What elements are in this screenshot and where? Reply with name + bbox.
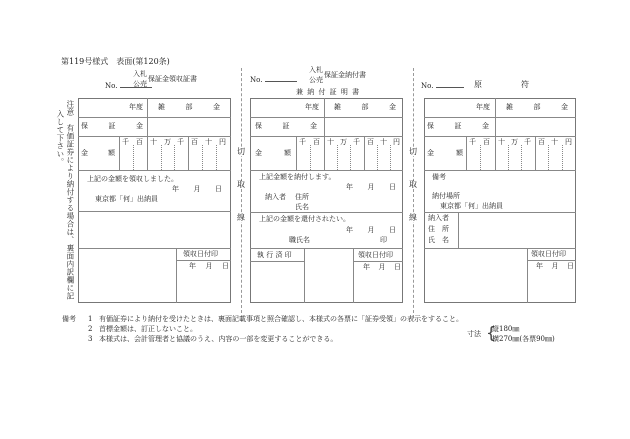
digit-label: 十 — [551, 138, 558, 146]
digit-label: 万 — [340, 138, 347, 146]
digit-label: 百 — [313, 138, 320, 146]
kobai-label: 公売 — [309, 76, 323, 84]
dim-horizontal: 横270㎜(各票90㎜) — [492, 335, 555, 343]
name-label: 氏名 — [295, 203, 309, 211]
footer-label: 備考 — [62, 315, 76, 323]
hoshokin-label: 保 証 金 — [427, 122, 489, 130]
digit-label: 十 — [327, 138, 334, 146]
no-label: No. — [421, 81, 464, 90]
pay-text: 上記金額を納付します。 — [259, 173, 336, 181]
cut-label: 線 — [237, 213, 245, 222]
name-label: 氏 名 — [428, 236, 449, 244]
date-label: 年 月 日 — [536, 262, 574, 270]
side-note-line2: 入して下さい。 — [55, 110, 65, 166]
kingaku-label: 金 額 — [255, 149, 291, 157]
cut-label: 切 — [237, 147, 245, 156]
cut-label: 切 — [409, 147, 417, 156]
slip-title-part2: 符 — [521, 80, 529, 89]
address-label: 住 所 — [428, 225, 449, 233]
nyusatsu-label: 入札 — [133, 70, 147, 78]
hoshokin-label: 保 証 金 — [255, 122, 317, 130]
side-note-line1: 注意 有価証券により納付する場合は、裏面内訳欄に記 — [65, 100, 75, 300]
digit-label: 百 — [136, 138, 143, 146]
slip-title: 保証金領収証書 — [148, 75, 197, 83]
date-label: 年 月 日 — [189, 262, 229, 270]
cut-label: 取 — [409, 180, 417, 189]
digit-label: 千 — [177, 138, 184, 146]
digit-label: 円 — [219, 138, 226, 146]
slip-title-part1: 原 — [474, 80, 482, 89]
no-field — [265, 75, 297, 82]
hoshokin-label: 保 証 金 — [81, 122, 143, 130]
note-num: 3 — [88, 335, 93, 343]
brace-icon: { — [486, 323, 497, 342]
note-text: 首標金額は、訂正しないこと。 — [99, 325, 197, 333]
digit-label: 千 — [469, 138, 476, 146]
address-label: 住所 — [295, 193, 309, 201]
office-label: 東京都「何」出納員 — [95, 195, 158, 203]
no-field — [436, 81, 464, 88]
digit-label: 十 — [498, 138, 505, 146]
nyusatsu-label: 入札 — [309, 66, 323, 74]
digit-label: 千 — [524, 138, 531, 146]
digit-label: 円 — [393, 138, 400, 146]
date-label: 年 月 日 — [346, 226, 396, 234]
no-label: No. — [250, 75, 297, 84]
received-text: 上記の金額を領収しました。 — [87, 175, 178, 183]
cut-line-1 — [241, 68, 242, 313]
nendo-label: 年度 — [129, 103, 143, 111]
receipt-stamp-label: 領収日付印 — [183, 250, 218, 258]
digit-label: 十 — [150, 138, 157, 146]
digit-label: 万 — [164, 138, 171, 146]
zatsubu-label: 雑 部 金 — [158, 103, 220, 111]
nendo-label: 年度 — [476, 103, 490, 111]
form-title: 第119号様式 表面(第120条) — [61, 57, 170, 66]
kingaku-label: 金 額 — [81, 149, 115, 157]
digit-label: 十 — [205, 138, 212, 146]
payer-label: 納入者 — [265, 193, 286, 201]
zatsubu-label: 雑 部 金 — [506, 103, 568, 111]
kingaku-label: 金 額 — [427, 149, 463, 157]
digit-label: 百 — [538, 138, 545, 146]
payment-place-label: 納付場所 — [432, 192, 460, 200]
digit-label: 千 — [299, 138, 306, 146]
cut-line-2 — [413, 68, 414, 318]
date-label: 年 月 日 — [172, 185, 222, 193]
digit-label: 百 — [191, 138, 198, 146]
digit-label: 十 — [380, 138, 387, 146]
digit-label: 万 — [511, 138, 518, 146]
remarks-label: 備考 — [432, 173, 446, 181]
zatsubu-label: 雑 部 金 — [334, 103, 396, 111]
date-label: 年 月 日 — [346, 183, 396, 191]
digit-label: 円 — [565, 138, 572, 146]
dimensions-label: 寸法 — [467, 330, 481, 338]
refund-text: 上記の金額を還付されたい。 — [259, 215, 350, 223]
note-text: 本様式は、会計管理者と協議のうえ、内容の一部を変更することができる。 — [99, 335, 338, 343]
nendo-label: 年度 — [305, 103, 319, 111]
cut-label: 取 — [237, 180, 245, 189]
note-text: 有価証券により納付を受けたときは、裏面記載事項と照合確認し、本様式の各票に「証券受領」の表示をすること。 — [99, 315, 463, 323]
kobai-label: 公売 — [133, 80, 147, 88]
note-num: 1 — [88, 315, 93, 323]
digit-label: 千 — [353, 138, 360, 146]
payer-label: 納入者 — [428, 214, 449, 222]
digit-label: 百 — [367, 138, 374, 146]
dim-vertical: 縦180㎜ — [492, 325, 520, 333]
executed-stamp-label: 執 行 済 印 — [257, 251, 292, 259]
note-num: 2 — [88, 325, 93, 333]
no-text: No. — [105, 82, 118, 90]
digit-label: 千 — [122, 138, 129, 146]
office-label: 東京都「何」出納員 — [440, 202, 503, 210]
official-name-label: 職氏名 — [289, 236, 310, 244]
slip-subtitle: 兼 納 付 証 明 書 — [296, 88, 361, 96]
date-label: 年 月 日 — [363, 263, 401, 271]
seal-label: 印 — [380, 236, 387, 244]
cut-label: 線 — [409, 213, 417, 222]
slip-title: 保証金納付書 — [324, 71, 366, 79]
digit-label: 百 — [483, 138, 490, 146]
receipt-stamp-label: 領収日付印 — [531, 250, 566, 258]
receipt-stamp-label: 領収日付印 — [358, 251, 393, 259]
